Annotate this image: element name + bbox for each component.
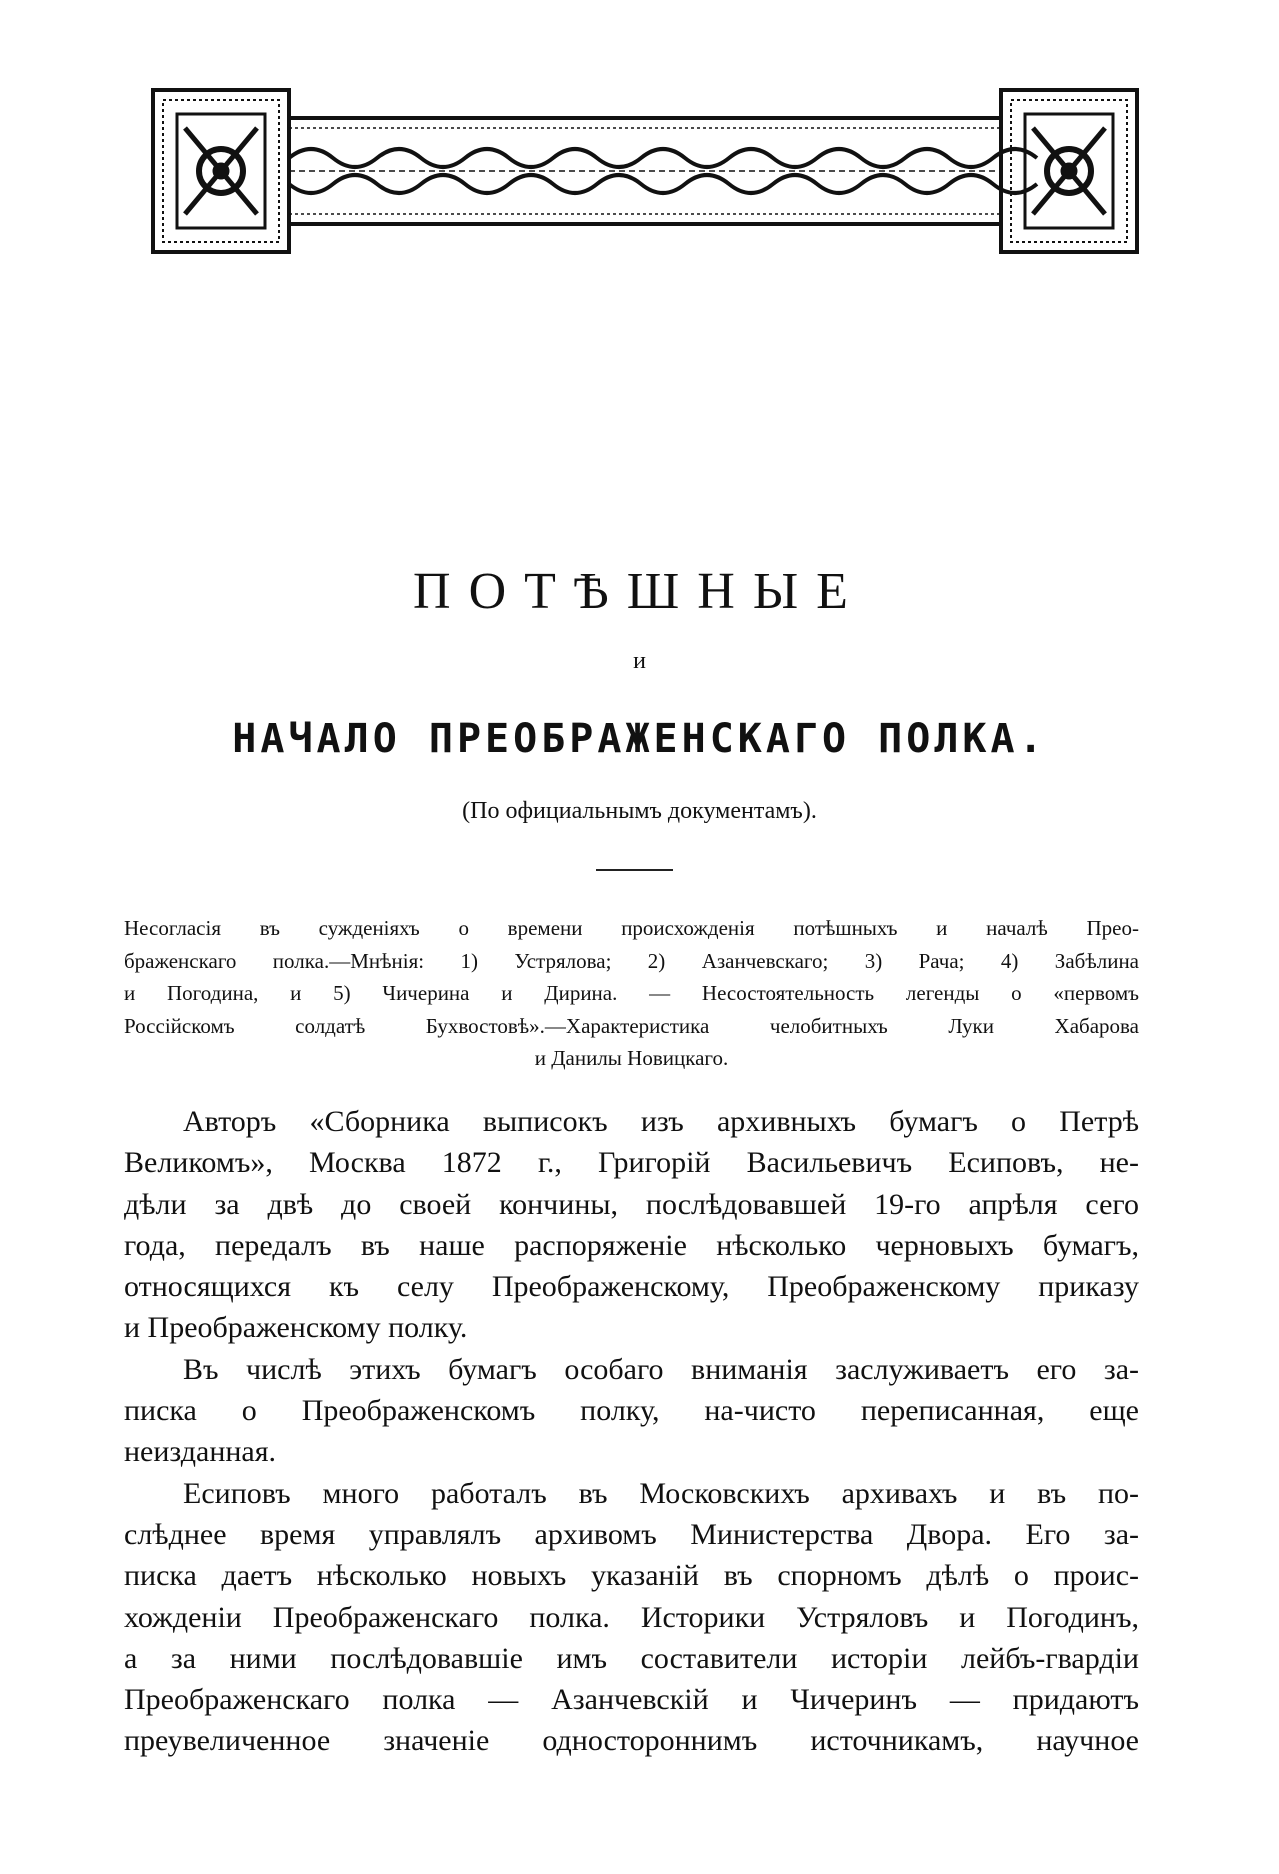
body-text	[124, 1101, 1139, 1762]
decorative-header-ornament	[151, 88, 1139, 254]
text-line: преувеличенное значеніе одностороннимъ источникамъ, научное	[124, 1724, 1139, 1758]
divider	[596, 869, 673, 871]
text-line: Преображенскаго полка — Азанчевскій и Чичеринъ — придаютъ	[124, 1683, 1139, 1717]
summary-line: и Данилы Новицкаго.	[534, 1046, 729, 1070]
title-line-2: НАЧАЛО ПРЕОБРАЖЕНСКАГО ПОЛКА.	[232, 716, 1047, 762]
summary-line: Россійскомъ солдатѣ Бухвостовѣ».—Характеристика челобитныхъ Луки Хабарова	[124, 1013, 1139, 1038]
text-line: а за ними послѣдовавшіе имъ составители исторіи лейбъ-гвардіи	[124, 1641, 1139, 1675]
text-line: дѣли за двѣ до своей кончины, послѣдовавшей 19-го апрѣля сего	[124, 1187, 1139, 1221]
text-line: и Преображенскому полку.	[124, 1311, 468, 1345]
text-line: Авторъ «Сборника выписокъ изъ архивныхъ бумагъ о Петрѣ	[183, 1105, 1139, 1138]
title-line-1: ПОТѢШНЫЕ	[413, 563, 866, 620]
text-line: Великомъ», Москва 1872 г., Григорій Васильевичъ Есиповъ, не-	[124, 1146, 1139, 1180]
chapter-summary	[124, 912, 1139, 1075]
title-conjunction: и	[633, 648, 646, 674]
summary-line: браженскаго полка.—Мнѣнія: 1) Устрялова; 2) Азанчевскаго; 3) Рача; 4) Забѣлина	[124, 948, 1139, 973]
text-line: года, передалъ въ наше распоряженіе нѣсколько черновыхъ бумагъ,	[124, 1228, 1139, 1262]
paragraph	[124, 1349, 1139, 1473]
text-line: писка о Преображенскомъ полку, на-чисто переписанная, еще	[124, 1394, 1139, 1428]
text-line: неизданная.	[124, 1435, 277, 1469]
text-line: Въ числѣ этихъ бумагъ особаго вниманія заслуживаетъ его за-	[183, 1352, 1139, 1386]
summary-line: Несогласія въ сужденіяхъ о времени происхожденія потѣшныхъ и началѣ Прео-	[124, 916, 1139, 940]
paragraph	[124, 1101, 1139, 1349]
text-line: Есиповъ много работалъ въ Московскихъ архивахъ и въ по-	[183, 1476, 1139, 1510]
subtitle: (По официальнымъ документамъ).	[462, 798, 817, 824]
paragraph	[124, 1473, 1139, 1762]
text-line: писка даетъ нѣсколько новыхъ указаній въ спорномъ дѣлѣ о проис-	[124, 1559, 1139, 1593]
text-line: относящихся къ селу Преображенскому, Преображенскому приказу	[124, 1270, 1139, 1304]
text-line: хожденіи Преображенскаго полка. Историки Устряловъ и Погодинъ,	[124, 1600, 1139, 1634]
text-line: слѣднее время управлялъ архивомъ Министерства Двора. Его за-	[124, 1517, 1139, 1551]
summary-line: и Погодина, и 5) Чичерина и Дирина. — Несостоятельность легенды о «первомъ	[124, 981, 1139, 1005]
